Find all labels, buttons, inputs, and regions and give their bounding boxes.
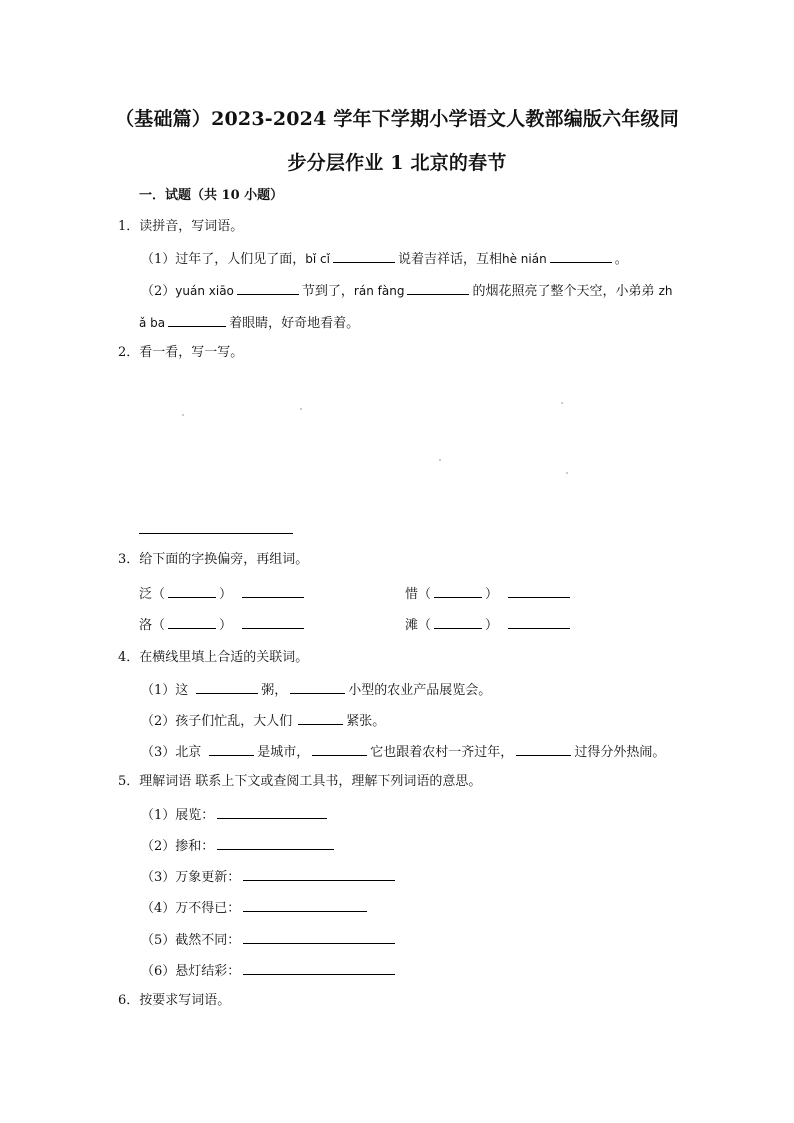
image-speck (566, 472, 568, 474)
q5-answer-blank[interactable] (217, 836, 334, 850)
q5-item-1 (141, 805, 330, 825)
question-1-part-2 (141, 281, 673, 301)
q5-answer-blank[interactable] (217, 805, 327, 819)
q1-answer-blank-4[interactable] (407, 281, 469, 295)
q3-close: ） (485, 587, 499, 602)
question-4-stem: 4．在横线里填上合适的关联词。 (118, 650, 309, 665)
q1-p1-text-c: 。 (614, 252, 628, 267)
q5-item-3 (141, 867, 398, 887)
q5-item-6 (141, 961, 398, 981)
q3-close: ） (485, 618, 499, 633)
question-1-part-2-cont (139, 313, 359, 333)
q2-answer-line[interactable] (139, 533, 293, 534)
q1-pinyin-5b: ǎ ba (139, 316, 166, 330)
q1-p3-text: 着眼睛，好奇地看着。 (229, 316, 360, 331)
question-1-part-1 (141, 249, 628, 269)
q5-term: （3）万象更新： (141, 870, 241, 885)
q3-word-blank[interactable] (508, 584, 570, 598)
image-speck (439, 459, 441, 461)
section-heading: 一．试题（共 10 小题） (139, 188, 284, 203)
q3-char-blank[interactable] (434, 584, 482, 598)
q4-l3-text-c: 它也跟着农村一齐过年， (370, 745, 514, 760)
q4-line-2 (141, 711, 385, 731)
q3-char-blank[interactable] (434, 615, 482, 629)
q1-answer-blank-1[interactable] (333, 249, 395, 263)
q1-answer-blank-2[interactable] (550, 249, 612, 263)
q1-pinyin-5a: zh (658, 284, 673, 298)
q5-answer-blank[interactable] (243, 961, 395, 975)
q4-blank[interactable] (298, 711, 343, 725)
q4-line-3 (141, 742, 665, 762)
question-2-stem: 2．看一看，写一写。 (118, 345, 244, 360)
q3-char: 洛（ (139, 618, 166, 633)
q3-word-blank[interactable] (242, 615, 304, 629)
image-speck (300, 408, 302, 410)
q3-char: 滩（ (405, 618, 432, 633)
q4-l3-text-a: （3）北京 (141, 745, 202, 760)
q4-l3-text-b: 是城市， (257, 745, 310, 760)
q4-line-1 (141, 680, 491, 700)
image-speck (182, 414, 184, 416)
q4-blank[interactable] (209, 742, 254, 756)
q4-l2-text-b: 紧张。 (346, 714, 386, 729)
q4-blank[interactable] (196, 680, 258, 694)
q5-term: （1）展览： (141, 808, 215, 823)
q3-char: 泛（ (139, 587, 166, 602)
q4-l1-text-b: 粥， (261, 683, 288, 698)
q3-item-4 (405, 615, 573, 635)
q4-l1-text-c: 小型的农业产品展览会。 (348, 683, 492, 698)
q3-item-2 (405, 584, 573, 604)
question-5-stem: 5．理解词语 联系上下文或查阅工具书，理解下列词语的意思。 (118, 774, 482, 789)
question-1-stem: 1．读拼音，写词语。 (118, 219, 244, 234)
q5-term: （4）万不得已： (141, 901, 241, 916)
q5-item-2 (141, 836, 337, 856)
q3-char: 惜（ (405, 587, 432, 602)
q1-pinyin-4: rán fàng (353, 284, 405, 298)
q5-answer-blank[interactable] (243, 867, 395, 881)
q1-pinyin-1: bǐ cǐ (305, 252, 330, 266)
q5-answer-blank[interactable] (243, 898, 367, 912)
q4-l1-text-a: （1）这 (141, 683, 189, 698)
q1-pinyin-2: hè nián (502, 252, 547, 266)
q4-l2-text-a: （2）孩子们忙乱，大人们 (141, 714, 293, 729)
q5-item-4 (141, 898, 370, 918)
q5-term: （6）悬灯结彩： (141, 964, 241, 979)
q3-char-blank[interactable] (168, 615, 216, 629)
q1-p2-text-c: 的烟花照亮了整个天空，小弟弟 (472, 284, 655, 299)
q3-word-blank[interactable] (242, 584, 304, 598)
page-title-line2: 步分层作业 1 北京的春节 (287, 152, 507, 174)
q3-close: ） (219, 587, 233, 602)
q3-close: ） (219, 618, 233, 633)
q1-answer-blank-3[interactable] (237, 281, 299, 295)
q5-term: （2）掺和： (141, 839, 215, 854)
q4-blank[interactable] (290, 680, 345, 694)
q1-p1-text-a: （1）过年了，人们见了面， (141, 252, 306, 267)
q1-p2-text-a: （2） (141, 284, 176, 299)
q1-answer-blank-5[interactable] (168, 313, 226, 327)
q5-term: （5）截然不同： (141, 933, 241, 948)
q3-item-3 (139, 615, 307, 635)
q3-item-1 (139, 584, 307, 604)
q3-char-blank[interactable] (168, 584, 216, 598)
q1-p2-text-b: 节到了， (301, 284, 354, 299)
q1-pinyin-3: yuán xiāo (175, 284, 234, 298)
q4-l3-text-d: 过得分外热闹。 (574, 745, 666, 760)
image-speck (561, 402, 563, 404)
q4-blank[interactable] (516, 742, 571, 756)
q5-answer-blank[interactable] (243, 930, 395, 944)
q4-blank[interactable] (312, 742, 367, 756)
question-3-stem: 3．给下面的字换偏旁，再组词。 (118, 552, 309, 567)
q3-word-blank[interactable] (508, 615, 570, 629)
q5-item-5 (141, 930, 398, 950)
question-6-stem: 6．按要求写词语。 (118, 993, 231, 1008)
q1-p1-text-b: 说着吉祥话，互相 (397, 252, 502, 267)
page-title: （基础篇）2023-2024 学年下学期小学语文人教部编版六年级同 (115, 108, 679, 130)
